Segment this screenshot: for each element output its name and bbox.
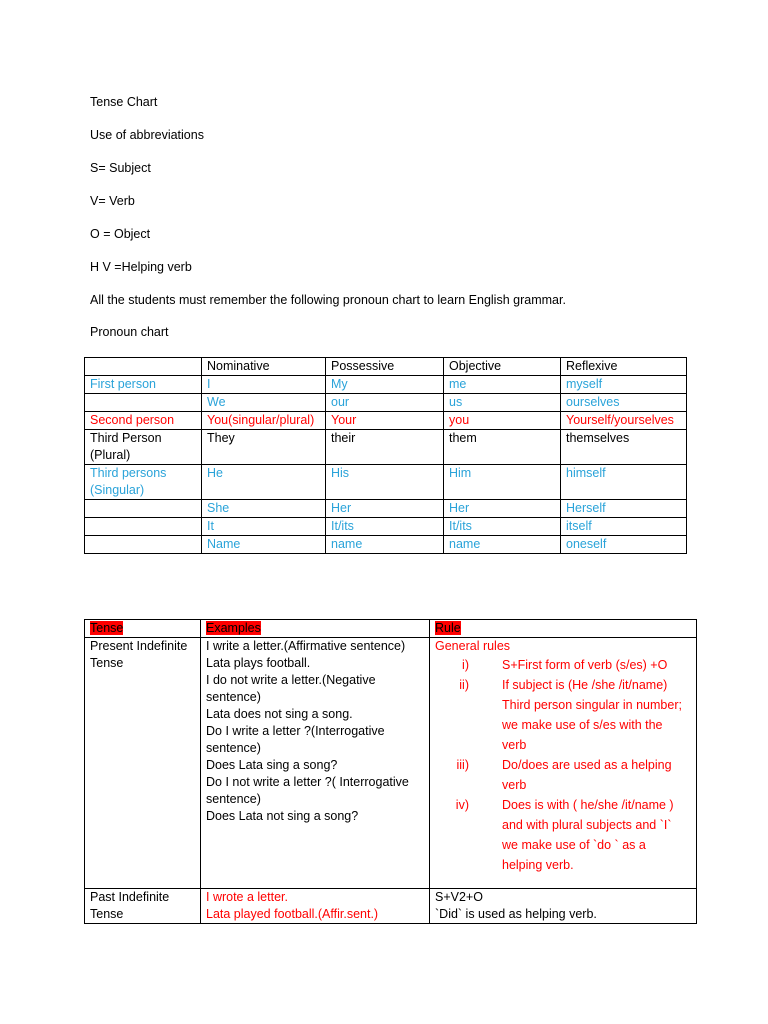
pronoun-row xyxy=(85,518,687,536)
pronoun-row xyxy=(85,412,687,430)
pronoun-header-cell: Objective xyxy=(444,358,561,376)
pronoun-cell: She xyxy=(202,500,326,518)
pronoun-header-cell: Nominative xyxy=(202,358,326,376)
rule-item xyxy=(435,755,691,795)
pronoun-row-label: Third Person (Plural) xyxy=(85,430,202,465)
tense-name-cell: Present Indefinite Tense xyxy=(85,638,201,889)
pronoun-cell: us xyxy=(444,394,561,412)
pronoun-cell: You(singular/plural) xyxy=(202,412,326,430)
pronoun-row xyxy=(85,394,687,412)
rule-header-cell: Rule xyxy=(430,620,697,638)
pronoun-cell: them xyxy=(444,430,561,465)
pronoun-cell: Name xyxy=(202,536,326,554)
pronoun-row-label xyxy=(85,500,202,518)
past-indefinite-row xyxy=(85,889,697,924)
rule-item xyxy=(435,655,691,675)
pronoun-row xyxy=(85,430,687,465)
rule-number: i) xyxy=(462,658,469,672)
pronoun-row xyxy=(85,500,687,518)
rule-number: ii) xyxy=(459,678,469,692)
pronoun-cell: ourselves xyxy=(561,394,687,412)
pronoun-cell: Her xyxy=(444,500,561,518)
pronoun-row-label: Second person xyxy=(85,412,202,430)
tense-table xyxy=(84,619,697,924)
pronoun-row xyxy=(85,376,687,394)
doc-line-helping-verb: H V =Helping verb xyxy=(90,260,192,274)
doc-line-abbreviations: Use of abbreviations xyxy=(90,128,204,142)
examples-header-cell: Examples xyxy=(201,620,430,638)
pronoun-row xyxy=(85,465,687,500)
pronoun-cell: Her xyxy=(326,500,444,518)
rule-cell: S+V2+O `Did` is used as helping verb. xyxy=(430,889,697,924)
pronoun-cell: myself xyxy=(561,376,687,394)
pronoun-cell: name xyxy=(444,536,561,554)
pronoun-cell: It/its xyxy=(444,518,561,536)
pronoun-cell: I xyxy=(202,376,326,394)
pronoun-cell: His xyxy=(326,465,444,500)
pronoun-row-label: First person xyxy=(85,376,202,394)
pronoun-cell: It xyxy=(202,518,326,536)
pronoun-cell: himself xyxy=(561,465,687,500)
pronoun-cell: My xyxy=(326,376,444,394)
pronoun-cell: oneself xyxy=(561,536,687,554)
doc-title: Tense Chart xyxy=(90,95,158,109)
examples-cell: I write a letter.(Affirmative sentence) Lata plays football. I do not write a letter.(Negative sentence) Lata does not sing a song. Do I write a letter ?(Interrogative sentence) Does Lata sing a song? Do I not write a letter ?( Interrogative sentence) Does Lata not sing a song? xyxy=(201,638,430,889)
tense-name-cell: Past Indefinite Tense xyxy=(85,889,201,924)
pronoun-cell: Yourself/yourselves xyxy=(561,412,687,430)
pronoun-cell: We xyxy=(202,394,326,412)
present-indefinite-row xyxy=(85,638,697,889)
pronoun-cell: their xyxy=(326,430,444,465)
tense-header-row xyxy=(85,620,697,638)
doc-line-instruction: All the students must remember the following pronoun chart to learn English grammar. xyxy=(90,293,566,307)
pronoun-header-cell: Reflexive xyxy=(561,358,687,376)
pronoun-row-label: Third persons (Singular) xyxy=(85,465,202,500)
rule-list xyxy=(435,655,691,875)
pronoun-header-cell xyxy=(85,358,202,376)
doc-line-subject: S= Subject xyxy=(90,161,151,175)
rule-title: General rules xyxy=(435,639,511,653)
pronoun-cell: me xyxy=(444,376,561,394)
rule-text: Does is with ( he/she /it/name ) and with plural subjects and `I` we make use of `do ` as a helping verb. xyxy=(502,798,674,872)
pronoun-cell: It/its xyxy=(326,518,444,536)
rule-number: iii) xyxy=(456,758,469,772)
rule-text: If subject is (He /she /it/name) Third person singular in number; we make use of s/es with the verb xyxy=(502,678,682,752)
pronoun-cell: Him xyxy=(444,465,561,500)
pronoun-cell: Your xyxy=(326,412,444,430)
pronoun-row xyxy=(85,536,687,554)
rule-number: iv) xyxy=(455,798,469,812)
doc-line-object: O = Object xyxy=(90,227,151,241)
rule-cell xyxy=(430,638,697,889)
pronoun-cell: you xyxy=(444,412,561,430)
rule-item xyxy=(435,795,691,875)
examples-cell: I wrote a letter. Lata played football.(Affir.sent.) xyxy=(201,889,430,924)
pronoun-header-cell: Possessive xyxy=(326,358,444,376)
pronoun-row-label xyxy=(85,536,202,554)
pronoun-row-label xyxy=(85,394,202,412)
pronoun-cell: themselves xyxy=(561,430,687,465)
rule-text: S+First form of verb (s/es) +O xyxy=(502,658,668,672)
pronoun-header-row xyxy=(85,358,687,376)
rule-item xyxy=(435,675,691,755)
pronoun-cell: name xyxy=(326,536,444,554)
doc-line-pronoun-chart: Pronoun chart xyxy=(90,325,169,339)
doc-line-verb: V= Verb xyxy=(90,194,135,208)
pronoun-row-label xyxy=(85,518,202,536)
pronoun-cell: itself xyxy=(561,518,687,536)
pronoun-table xyxy=(84,357,687,554)
tense-header-cell: Tense xyxy=(85,620,201,638)
pronoun-cell: They xyxy=(202,430,326,465)
pronoun-cell: Herself xyxy=(561,500,687,518)
pronoun-cell: He xyxy=(202,465,326,500)
rule-text: Do/does are used as a helping verb xyxy=(502,758,672,792)
pronoun-cell: our xyxy=(326,394,444,412)
